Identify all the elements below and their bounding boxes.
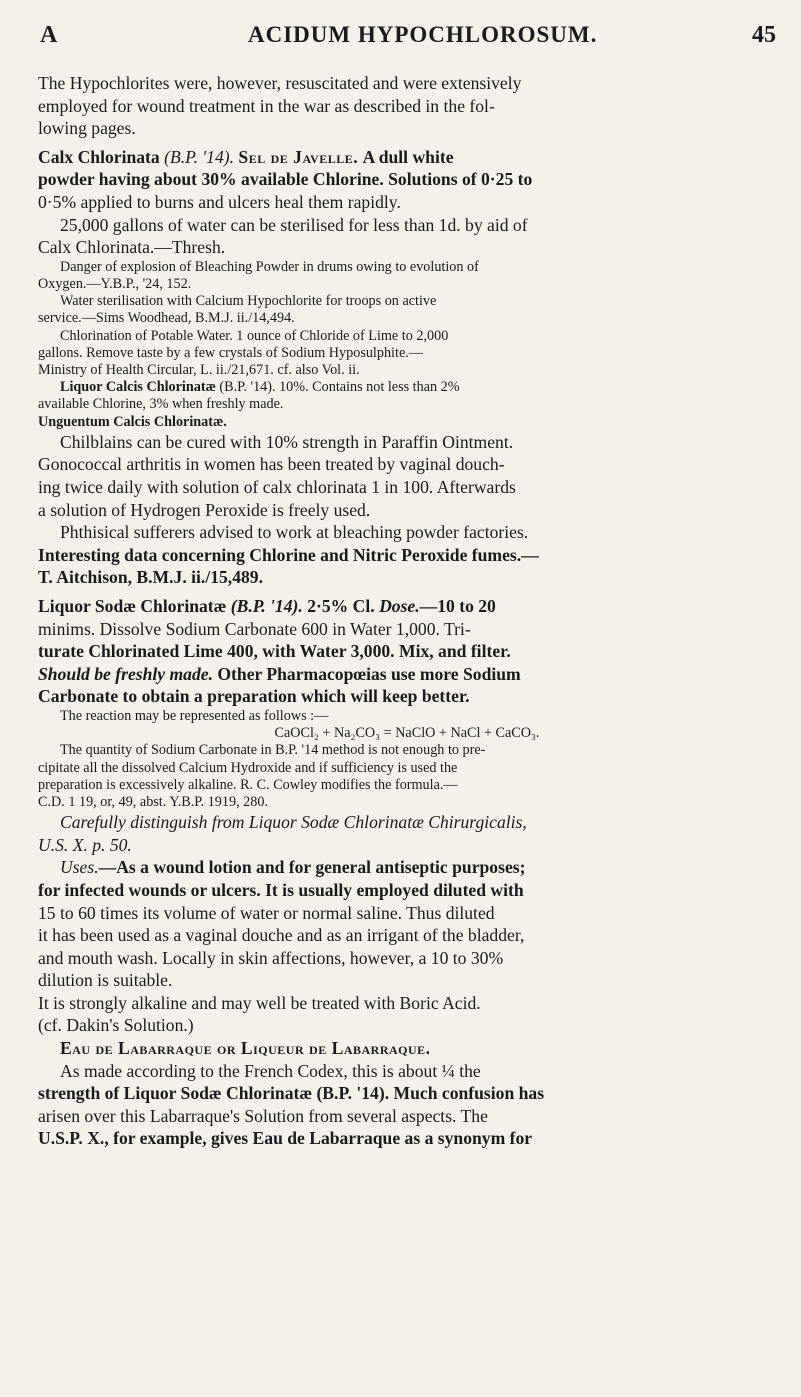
uses-line: (cf. Dakin's Solution.) xyxy=(38,1015,194,1036)
unguentum-line: Phthisical sufferers advised to work at bleaching powder factories. xyxy=(60,522,529,543)
eau-line: U.S.P. X., for example, gives Eau de Labarraque as a synonym for xyxy=(38,1128,533,1149)
eau-line: arisen over this Labarraque's Solution from several aspects. The xyxy=(38,1105,488,1126)
page xyxy=(38,0,776,1150)
careful-line2: U.S. X. p. 50. xyxy=(38,834,132,855)
unguentum-line: T. Aitchison, B.M.J. ii./15,489. xyxy=(38,567,263,588)
header-title: ACIDUM HYPOCHLOROSUM. xyxy=(248,22,598,47)
liquor-sodae-heading-line xyxy=(38,595,776,618)
calx-note: Chlorination of Potable Water. 1 ounce of Chloride of Lime to 2,000 xyxy=(60,327,449,344)
calx-note: Water sterilisation with Calcium Hypochlorite for troops on active xyxy=(60,293,437,310)
should-rest: Other Pharmacopœias use more Sodium xyxy=(217,663,521,684)
liquor-calcis-line2: available Chlorine, 3% when freshly made. xyxy=(38,396,284,413)
liquor-sodae-should-line xyxy=(38,663,776,686)
intro-paragraph xyxy=(38,72,776,140)
uses-section xyxy=(38,856,776,1037)
calx-line: 0·5% applied to burns and ulcers heal them rapidly. xyxy=(38,191,401,212)
should-be-fresh: Should be freshly made. xyxy=(38,663,213,684)
liquor-sodae-ref: (B.P. '14). xyxy=(230,595,303,616)
dose-label: Dose. xyxy=(379,595,420,616)
uses-line: It is strongly alkaline and may well be treated with Boric Acid. xyxy=(38,992,481,1013)
header-section-letter: A xyxy=(40,22,58,48)
unguentum-line: Chilblains can be cured with 10% strength in Paraffin Ointment. xyxy=(60,431,514,452)
liquor-sodae-note: cipitate all the dissolved Calcium Hydroxide and if sufficiency is used the xyxy=(38,759,458,776)
uses-line: it has been used as a vaginal douche and as an irrigant of the bladder, xyxy=(38,925,525,946)
unguentum-heading: Unguentum Calcis Chlorinatæ. xyxy=(38,413,227,430)
intro-line: The Hypochlorites were, however, resuscitated and were extensively xyxy=(38,73,522,93)
uses-first: —As a wound lotion and for general antiseptic purposes; xyxy=(98,857,526,878)
uses-line: 15 to 60 times its volume of water or normal saline. Thus diluted xyxy=(38,902,495,923)
liquor-sodae-strength: 2·5% Cl. xyxy=(307,595,375,616)
calx-line: Calx Chlorinata.—Thresh. xyxy=(38,237,226,258)
running-header xyxy=(38,0,776,72)
dose-value: —10 to 20 xyxy=(419,595,496,616)
liquor-sodae-line: minims. Dissolve Sodium Carbonate 600 in Water 1,000. Tri- xyxy=(38,618,471,639)
calx-line: 25,000 gallons of water can be sterilised for less than 1d. by aid of xyxy=(60,214,528,235)
eau-line: strength of Liquor Sodæ Chlorinatæ (B.P. '14). Much confusion has xyxy=(38,1083,545,1104)
unguentum-line: Interesting data concerning Chlorine and Nitric Peroxide fumes.— xyxy=(38,544,539,565)
calx-note: Oxygen.—Y.B.P., '24, 152. xyxy=(38,275,192,292)
calx-note: service.—Sims Woodhead, B.M.J. ii./14,494. xyxy=(38,310,295,327)
page-number: 45 xyxy=(752,22,776,48)
unguentum-line: Gonococcal arthritis in women has been treated by vaginal douch- xyxy=(38,454,505,475)
liquor-calcis-line xyxy=(38,379,776,396)
calx-desc-start: A dull white xyxy=(362,146,454,167)
uses-label: Uses. xyxy=(60,857,99,878)
liquor-sodae-line: Carbonate to obtain a preparation which will keep better. xyxy=(38,686,470,707)
careful-line: Carefully distinguish from Liquor Sodæ Chlorinatæ Chirurgicalis, xyxy=(60,812,527,833)
uses-line: and mouth wash. Locally in skin affections, however, a 10 to 30% xyxy=(38,947,504,968)
calx-section xyxy=(38,146,776,589)
unguentum-line: a solution of Hydrogen Peroxide is freely used. xyxy=(38,499,371,520)
reaction-formula: CaOCl₂ + Na₂CO₃ = NaClO + NaCl + CaCO₃. xyxy=(274,725,540,742)
calx-note: Danger of explosion of Bleaching Powder in drums owing to evolution of xyxy=(60,258,479,275)
liquor-sodae-note: The quantity of Sodium Carbonate in B.P. '14 method is not enough to pre- xyxy=(60,742,486,759)
liquor-calcis-desc: (B.P. '14). 10%. Contains not less than 2% xyxy=(219,379,460,396)
liquor-calcis-heading: Liquor Calcis Chlorinatæ xyxy=(60,379,216,396)
calx-ref: (B.P. '14). xyxy=(164,146,235,167)
uses-line: dilution is suitable. xyxy=(38,970,173,991)
liquor-sodae-note: C.D. 1 19, or, 49, abst. Y.B.P. 1919, 280. xyxy=(38,793,268,810)
liquor-sodae-line: turate Chlorinated Lime 400, with Water 3,000. Mix, and filter. xyxy=(38,641,511,662)
unguentum-line: ing twice daily with solution of calx chlorinata 1 in 100. Afterwards xyxy=(38,476,516,497)
eau-heading: Eau de Labarraque or Liqueur de Labarraque. xyxy=(60,1038,431,1059)
intro-line: lowing pages. xyxy=(38,118,136,139)
uses-line: for infected wounds or ulcers. It is usually employed diluted with xyxy=(38,879,524,900)
liquor-sodae-section xyxy=(38,595,776,856)
reaction-intro: The reaction may be represented as follows :— xyxy=(60,707,329,724)
eau-line: As made according to the French Codex, this is about ¼ the xyxy=(60,1060,481,1081)
calx-note: gallons. Remove taste by a few crystals of Sodium Hyposulphite.— xyxy=(38,344,423,361)
intro-line: employed for wound treatment in the war as described in the fol- xyxy=(38,95,495,116)
calx-heading: Calx Chlorinata xyxy=(38,146,160,167)
eau-section xyxy=(38,1037,776,1150)
calx-note: Ministry of Health Circular, L. ii./21,671. cf. also Vol. ii. xyxy=(38,361,360,378)
liquor-sodae-heading: Liquor Sodæ Chlorinatæ xyxy=(38,595,227,616)
calx-heading-line xyxy=(38,146,776,169)
uses-first-line xyxy=(38,856,776,879)
calx-line: powder having about 30% available Chlorine. Solutions of 0·25 to xyxy=(38,169,533,190)
calx-alt-name: Sel de Javelle. xyxy=(238,146,359,167)
liquor-sodae-note: preparation is excessively alkaline. R. C. Cowley modifies the formula.— xyxy=(38,776,458,793)
